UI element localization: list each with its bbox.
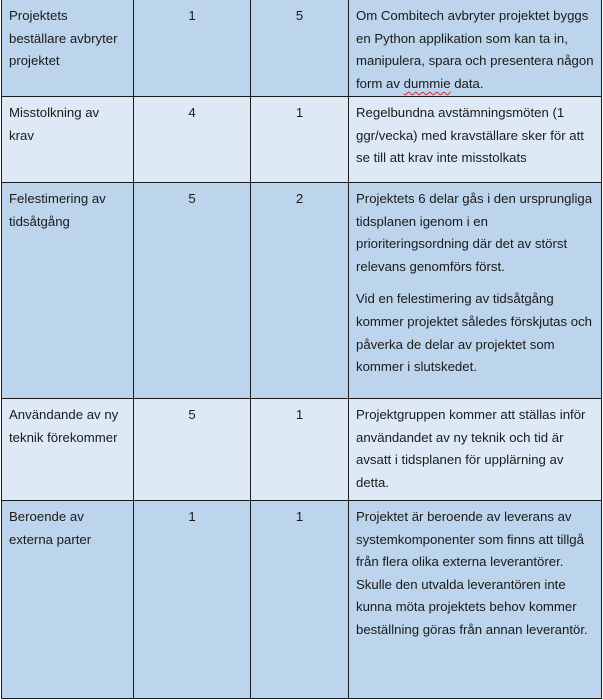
probability-cell: 5 <box>134 183 251 399</box>
measure-paragraph: Projektgruppen kommer att ställas inför användandet av ny teknik och tid är avsatt i tidsplanen för upplärning av detta. <box>356 407 586 490</box>
probability-cell: 5 <box>134 399 251 501</box>
consequence-cell: 5 <box>251 0 349 97</box>
consequence-cell: 2 <box>251 183 349 399</box>
risk-cell: Misstolkning av krav <box>2 97 134 183</box>
risk-cell: Felestimering av tidsåtgång <box>2 183 134 399</box>
measure-cell <box>349 0 602 97</box>
measure-paragraph: Vid en felestimering av tidsåtgång kommer projektet således förskjutas och påverka de delar av projektet som kommer i slutskedet. <box>356 291 593 375</box>
risk-cell: Projektets beställare avbryter projektet <box>2 0 134 97</box>
table-row <box>2 399 602 501</box>
measure-text: data. <box>450 75 484 91</box>
measure-paragraph: Regelbundna avstämningsmöten (1 ggr/vecka) med kravställare sker för att se till att krav inte misstolkats <box>356 105 584 166</box>
risk-cell: Användande av ny teknik förekommer <box>2 399 134 501</box>
measure-cell <box>349 183 602 399</box>
measure-paragraph: Projektets 6 delar gås i den ursprungliga tidsplanen igenom i en prioriteringsordning där det av störst relevans genomförs först. <box>356 191 593 274</box>
table-row <box>2 183 602 399</box>
consequence-cell: 1 <box>251 399 349 501</box>
probability-cell: 1 <box>134 501 251 699</box>
consequence-cell: 1 <box>251 97 349 183</box>
risk-table <box>1 0 602 699</box>
probability-cell: 4 <box>134 97 251 183</box>
misspelled-word: dummie <box>403 75 451 91</box>
measure-paragraph: Projektet är beroende av leverans av systemkomponenter som finns att tillgå från flera olika externa leverantörer. Skulle den utvalda leverantören inte kunna möta projektets behov kommer beställning göras från annan leverantör. <box>356 509 588 637</box>
table-row <box>2 0 602 97</box>
risk-cell: Beroende av externa parter <box>2 501 134 699</box>
consequence-cell: 1 <box>251 501 349 699</box>
measure-text: Om Combitech avbryter projektet byggs en Python applikation som kan ta in, manipulera, spara och presentera någon form av <box>356 8 594 91</box>
measure-cell <box>349 501 602 699</box>
measure-cell <box>349 399 602 501</box>
probability-cell: 1 <box>134 0 251 97</box>
table-row <box>2 501 602 699</box>
table-row <box>2 97 602 183</box>
measure-cell <box>349 97 602 183</box>
